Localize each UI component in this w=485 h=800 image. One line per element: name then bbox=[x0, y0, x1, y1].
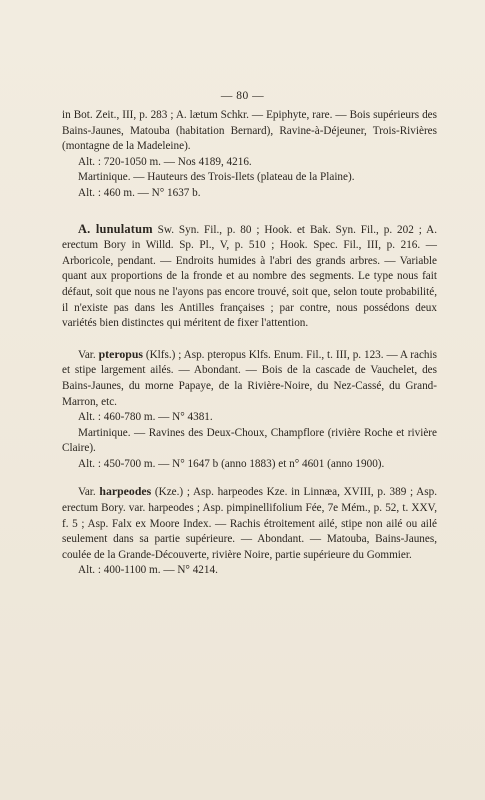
paragraph-martinique: Martinique. — Hauteurs des Trois-Ilets (plateau de la Plaine). bbox=[78, 171, 355, 184]
species-name: A. lunulatum bbox=[78, 221, 153, 236]
paragraph-altitude: Alt. : 460 m. — N° 1637 b. bbox=[78, 186, 201, 199]
paragraph-variety-pteropus bbox=[62, 347, 437, 410]
paragraph-continuation: in Bot. Zeit., III, p. 283 ; A. lætum Schkr. — Epiphyte, rare. — Bois supérieurs des Bains-Jaunes, Matouba (habitation Bernard), Ravine-à-Déjeuner, Trois-Rivières (montagne de la Madeleine). bbox=[62, 109, 437, 153]
text-body bbox=[62, 108, 437, 579]
variety-name: harpeodes bbox=[99, 484, 152, 499]
spacer bbox=[62, 332, 437, 347]
paragraph-altitude: Alt. : 460-780 m. — N° 4381. bbox=[78, 411, 213, 424]
page-number: — 80 — bbox=[220, 90, 265, 102]
variety-prefix: Var. bbox=[78, 348, 99, 361]
paragraph-altitude: Alt. : 400-1100 m. — N° 4214. bbox=[78, 564, 218, 577]
paragraph-altitude: Alt. : 720-1050 m. — Nos 4189, 4216. bbox=[78, 155, 252, 168]
paragraph-martinique: Martinique. — Ravines des Deux-Choux, Champflore (rivière Roche et rivière Claire). bbox=[62, 426, 437, 455]
spacer bbox=[62, 202, 437, 222]
variety-description: (Klfs.) ; Asp. pteropus Klfs. Enum. Fil., t. III, p. 123. — A rachis et stipe largement ailés. — Abondant. — Bois de la cascade de Vauchelet, des Bains-Jaunes, du morne Papaye, de la Rivière-Noire, du Nez-Cassé, du Grand-Marron, etc. bbox=[62, 348, 437, 408]
variety-name: pteropus bbox=[98, 346, 143, 361]
species-description: Sw. Syn. Fil., p. 80 ; Hook. et Bak. Syn. Fil., p. 202 ; A. erectum Bory in Willd. Sp. Pl., V, p. 510 ; Hook. Spec. Fil., III, p. 216. — Arboricole, pendant. — Endroits humides à l'abri des grands arbres. — Variable quant aux proportions de la fronde et au nombre des segments. Le type nous fait défaut, soit que nous ne l'ayons pas encore trouvé, soit que, selon toute probabilité, il n'existe pas dans les Antilles françaises ; par contre, nous possédons deux variétés bien distinctes qui méritent de fixer l'attention. bbox=[62, 223, 437, 330]
paragraph-variety-harpeodes bbox=[62, 484, 437, 563]
spacer bbox=[62, 472, 437, 484]
paragraph-altitude: Alt. : 450-700 m. — N° 1647 b (anno 1883) et n° 4601 (anno 1900). bbox=[78, 457, 385, 470]
variety-prefix: Var. bbox=[78, 486, 100, 499]
variety-description: (Kze.) ; Asp. harpeodes Kze. in Linnæa, XVIII, p. 389 ; Asp. erectum Bory. var. harpeodes ; Asp. pimpinellifolium Fée, 7e Mém., p. 52, t. XXV, f. 5 ; Asp. Falx ex Moore Index. — Rachis étroitement ailé, stipe non ailé ou ailé seulement dans sa partie supérieure. — Abondant. — Matouba, Bains-Jaunes, coulée de la Grande-Découverte, rivière Noire, partie supérieure du Gommier. bbox=[62, 486, 438, 561]
paragraph-species-lunulatum bbox=[62, 222, 437, 332]
